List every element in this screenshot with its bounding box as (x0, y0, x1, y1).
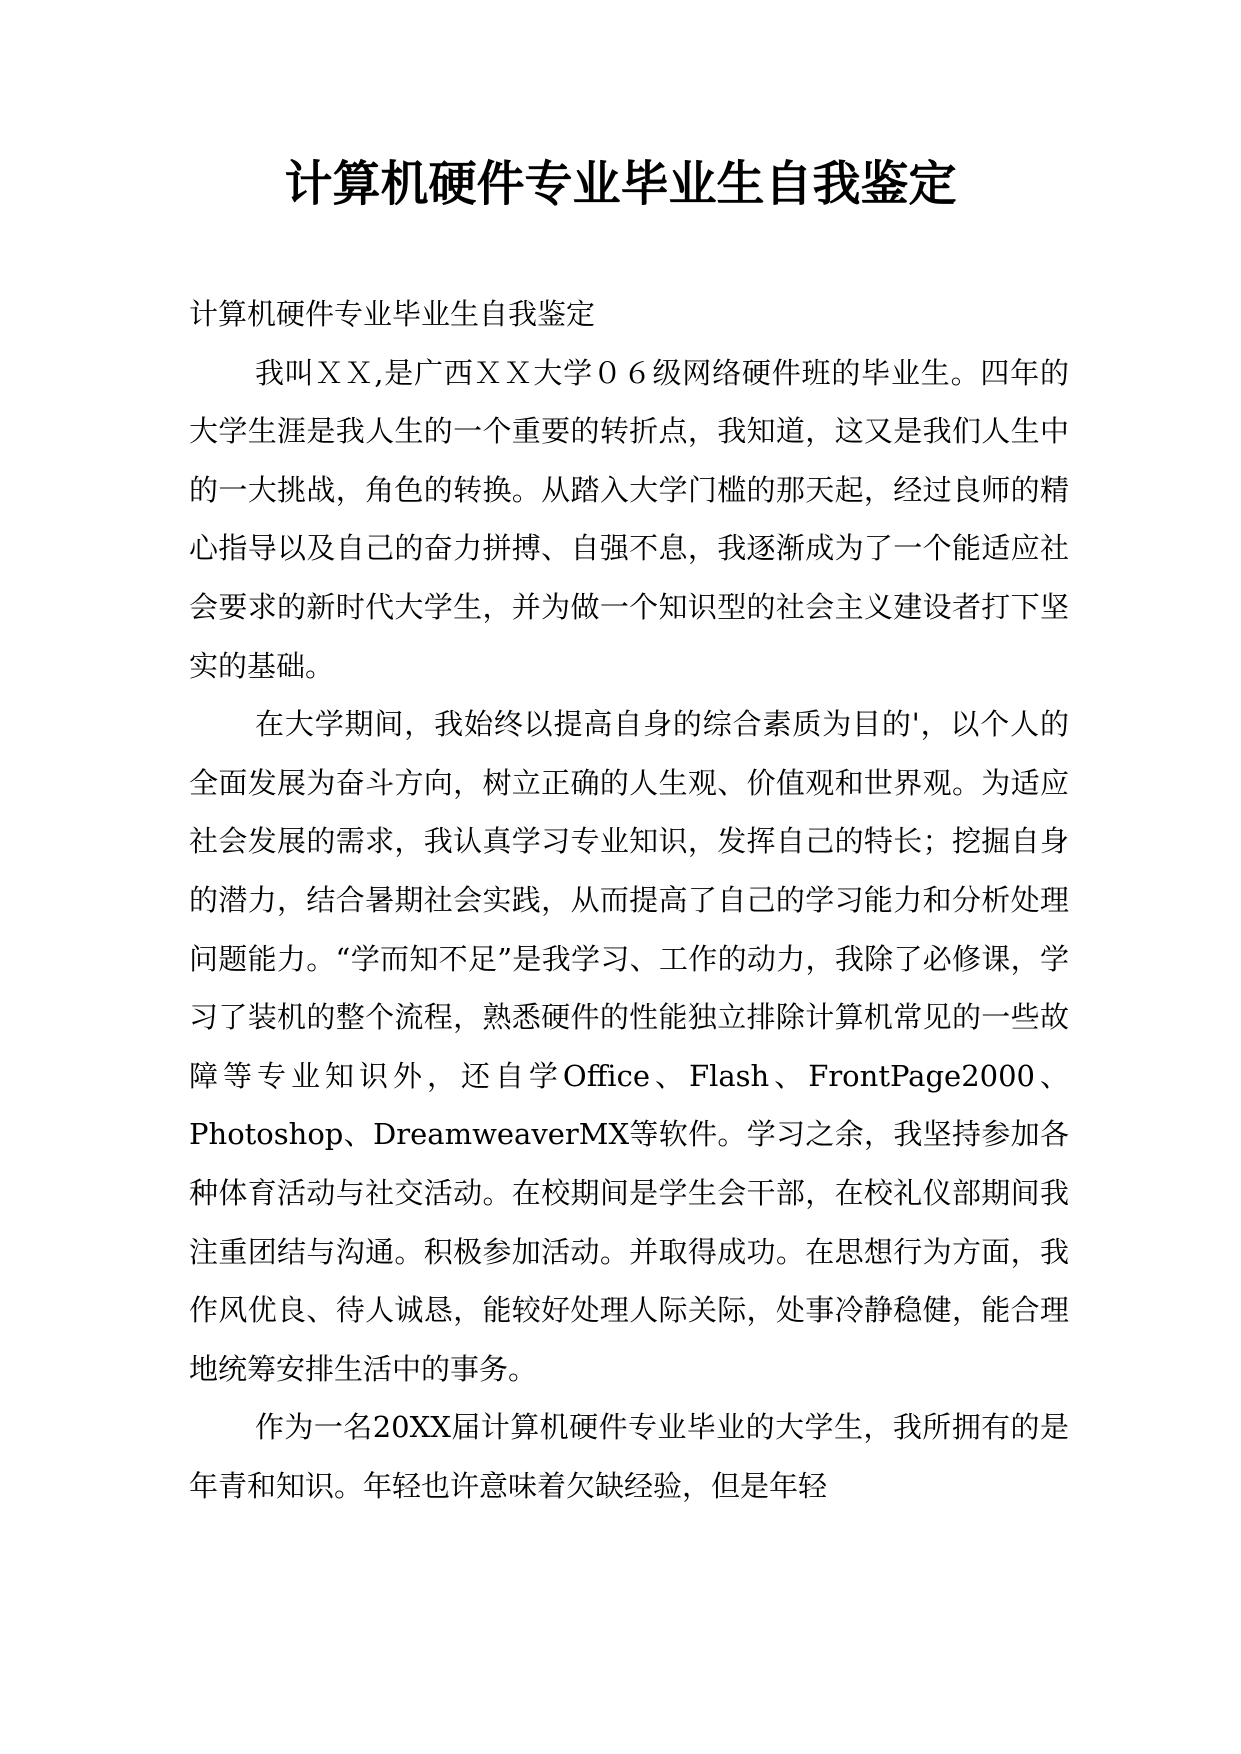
paragraph-university-period: 在大学期间，我始终以提高自身的综合素质为目的'，以个人的全面发展为奋斗方向，树立正确的人生观、价值观和世界观。为适应社会发展的需求，我认真学习专业知识，发挥自己的特长；挖掘自身的潜力，结合暑期社会实践，从而提高了自己的学习能力和分析处理问题能力。“学而知不足”是我学习、工作的动力，我除了必修课，学习了装机的整个流程，熟悉硬件的性能独立排除计算机常见的一些故障等专业知识外，还自学Office、Flash、FrontPage2000、Photoshop、DreamweaverMX等软件。学习之余，我坚持参加各种体育活动与社交活动。在校期间是学生会干部，在校礼仪部期间我注重团结与沟通。积极参加活动。并取得成功。在思想行为方面，我作风优良、待人诚恳，能较好处理人际关际，处事冷静稳健，能合理地统筹安排生活中的事务。 (189, 707, 1069, 1386)
paragraph-introduction: 我叫ＸＸ,是广西ＸＸ大学０６级网络硬件班的毕业生。四年的大学生涯是我人生的一个重要的转折点，我知道，这又是我们人生中的一大挑战，角色的转换。从踏入大学门槛的那天起，经过良师的精心指导以及自己的奋力拼搏、自强不息，我逐渐成为了一个能适应社会要求的新时代大学生，并为做一个知识型的社会主义建设者打下坚实的基础。 (189, 355, 1069, 683)
document-title: 计算机硬件专业毕业生自我鉴定 (284, 156, 957, 212)
body-heading-line: 计算机硬件专业毕业生自我鉴定 (189, 297, 596, 331)
paragraph-graduate-outlook: 作为一名20XX届计算机硬件专业毕业的大学生，我所拥有的是年青和知识。年轻也许意味着欠缺经验，但是年轻 (189, 1410, 1069, 1503)
document-body (189, 285, 1069, 1515)
